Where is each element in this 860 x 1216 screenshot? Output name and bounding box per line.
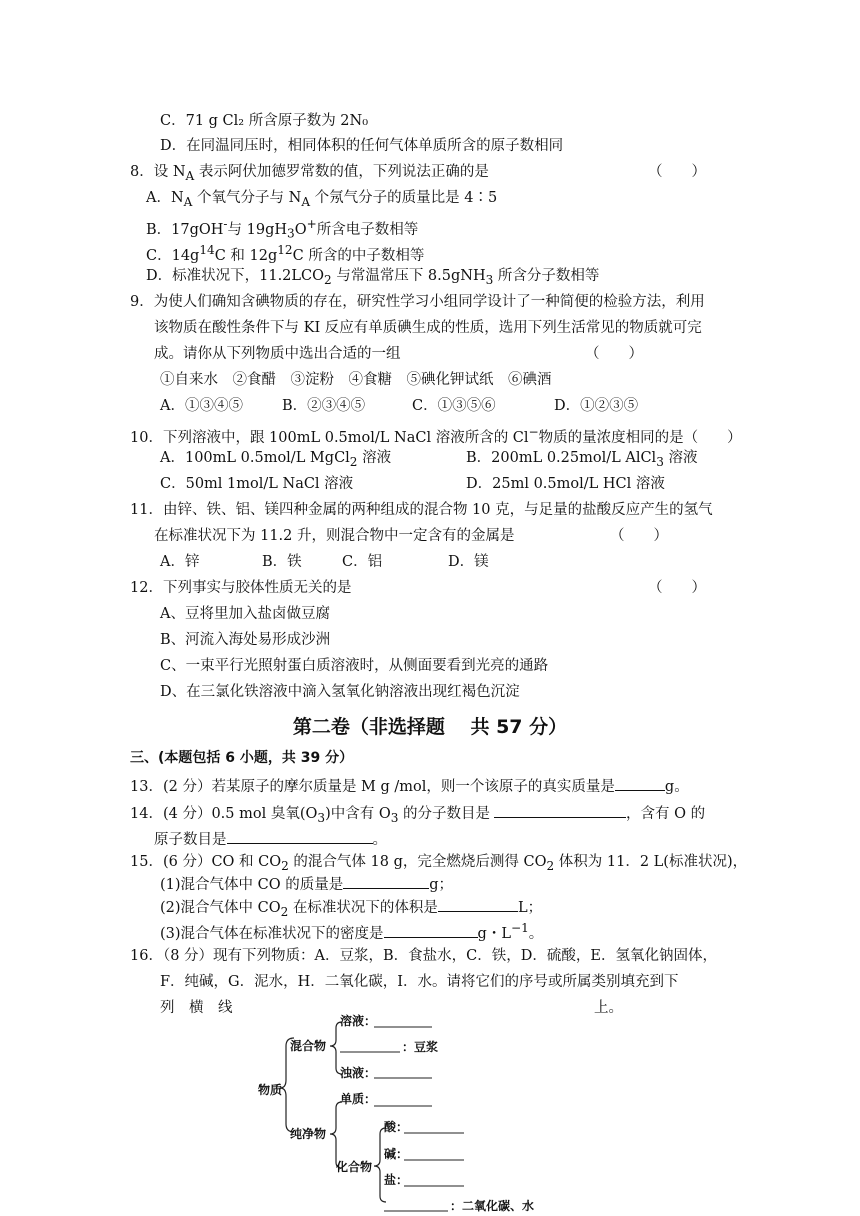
q15-part-3-label: (3)混合气体在标准状况下的密度是	[160, 925, 384, 942]
q11-option-a: A．锌	[160, 554, 200, 570]
classification-diagram	[250, 1010, 550, 1216]
q11-line-1: 11．由锌、铁、铝、镁四种金属的两种组成的混合物 10 克，与足量的盐酸反应产生的氢气	[130, 502, 713, 518]
q11-line-2: 在标准状况下为 11.2 升，则混合物中一定含有的金属是	[154, 528, 515, 544]
q15-part-3-unit: g・$L^{-1}$。	[477, 921, 544, 942]
q14-line-2	[154, 829, 387, 849]
q11-option-c: C．铝	[342, 554, 383, 570]
q7-option-d: D．在同温同压时，相同体积的任何气体单质所含的原子数相同	[160, 138, 564, 154]
q12-option-c: C、一束平行光照射蛋白质溶液时，从侧面要看到光亮的通路	[160, 658, 549, 674]
q11-option-d: D．镁	[448, 554, 489, 570]
q9-option-d: D．①②③⑤	[554, 398, 639, 414]
q12-option-b: B、河流入海处易形成沙洲	[160, 632, 331, 648]
q11-option-b: B．铁	[262, 554, 302, 570]
q13-unit: g。	[664, 779, 689, 795]
q10-option-a: A．100mL 0.5mol/L MgCl$_2$ 溶液	[160, 450, 392, 469]
compound-brace	[374, 1128, 386, 1202]
q15-part-1-label: (1)混合气体中 CO 的质量是	[160, 877, 344, 893]
q13-blank[interactable]	[615, 776, 665, 791]
tree-base-label: 碱：	[384, 1147, 409, 1161]
q10-option-c: C．50ml 1mol/L NaCl 溶液	[160, 476, 354, 492]
q9-option-b: B．②③④⑤	[282, 398, 366, 414]
q12-stem: 12．下列事实与胶体性质无关的是	[130, 580, 352, 596]
q16-line-1: 16．（8 分）现有下列物质：A．豆浆，B．食盐水，C．铁，D．硫酸，E．氢氧化钠固体，	[130, 948, 717, 964]
tree-pure-label: 纯净物	[290, 1127, 327, 1141]
q14-blank-1[interactable]	[494, 803, 626, 818]
q8-option-d: D．标准状况下，$11.2LCO_2$ 与常温常压下 8.5gNH$_3$ 所含分子数相等	[146, 268, 600, 287]
q9-line-1: 9．为使人们确知含碘物质的存在，研究性学习小组同学设计了一种简便的检验方法，利用	[130, 294, 705, 310]
q15-blank-1[interactable]	[343, 874, 429, 889]
q16-line-3a: 列 横 线	[160, 1000, 233, 1016]
q9-line-3: 成。请你从下列物质中选出合适的一组	[154, 346, 401, 362]
tree-acid-label: 酸：	[384, 1120, 409, 1134]
q8-option-a: A．$N_A$ 个氧气分子与 $N_A$ 个氖气分子的质量比是 4∶5	[146, 190, 498, 209]
q14-stem-2: ，含有 O 的	[626, 806, 706, 822]
q7-option-c: C．71 g Cl₂ 所含原子数为 2N₀	[160, 113, 369, 129]
q16-line-3b: 上。	[594, 1000, 623, 1016]
q14-blank-2[interactable]	[227, 829, 373, 844]
q8-option-c: C．$14g^{14}C$ 和 $12g^{12}C$ 所含的中子数相等	[146, 243, 425, 264]
q8-option-b: B．17gOH-与 $19gH_3O^+$所含电子数相等	[146, 217, 419, 241]
q12-answer-paren: （ ）	[648, 580, 706, 596]
q14-line-2-label: 原子数目是	[154, 832, 227, 848]
q13-text	[130, 776, 689, 796]
q9-option-c: C．①③⑤⑥	[412, 398, 496, 414]
q15-stem: 15．(6 分）CO 和 $CO_2$ 的混合气体 18 g，完全燃烧后测得 $CO_2$ 体积为 11．2 L(标准状况)，	[130, 854, 748, 873]
q9-option-a: A．①③④⑤	[160, 398, 243, 414]
q14-line-1	[130, 803, 705, 827]
tree-mixture-label: 混合物	[290, 1039, 327, 1053]
q9-answer-paren: （ ）	[585, 346, 643, 362]
q16-line-2: F．纯碱，G．泥水，H．二氧化碳，I．水。请将它们的序号或所属类别填充到下	[160, 974, 679, 990]
q10-option-b: B．200mL 0.25mol/L AlCl$_3$ 溶液	[466, 450, 698, 469]
part-three-heading: 三、(本题包括 6 小题，共 39 分）	[130, 750, 354, 766]
tree-compound-label: 化合物	[336, 1160, 373, 1174]
q15-blank-2[interactable]	[438, 897, 518, 912]
q15-part-3	[160, 919, 543, 943]
q8-stem: 8．设 $N_A$ 表示阿伏加德罗常数的值，下列说法正确的是	[130, 164, 489, 183]
tree-oxide-label: ：二氧化碳、水	[450, 1199, 535, 1213]
q10-option-d: D．25ml 0.5mol/L HCl 溶液	[466, 476, 665, 492]
tree-solution-label: 溶液：	[340, 1014, 377, 1028]
q15-part-2-unit: L；	[517, 900, 543, 916]
section-title: 第二卷（非选择题 共 57 分）	[292, 716, 568, 738]
q8-answer-paren: （ ）	[648, 164, 706, 180]
q12-option-d: D、在三氯化铁溶液中滴入氢氧化钠溶液出现红褐色沉淀	[160, 684, 520, 700]
q15-part-2	[160, 897, 542, 921]
tree-salt-label: 盐：	[384, 1173, 409, 1187]
q14-stem: 14．(4 分）0.5 mol 臭氧$(O_3)$中含有 $O_3$ 的分子数目是	[130, 806, 491, 825]
q10-stem: 10．下列溶液中，跟 100mL 0.5mol/L NaCl 溶液所含的 Cl−物质的量浓度相同的是（ ）	[130, 425, 742, 446]
q12-option-a: A、豆将里加入盐卤做豆腐	[160, 606, 330, 622]
q9-line-2: 该物质在酸性条件下与 KI 反应有单质碘生成的性质，选用下列生活常见的物质就可完	[154, 320, 702, 336]
tree-turbid-label: 浊液：	[340, 1066, 377, 1080]
q15-part-1-unit: g；	[429, 877, 454, 893]
tree-root-label: 物质	[258, 1083, 283, 1097]
q15-part-2-label: (2)混合气体中 $CO_2$ 在标准状况下的体积是	[160, 900, 438, 919]
q11-answer-paren: （ ）	[610, 528, 668, 544]
tree-element-label: 单质：	[340, 1092, 377, 1106]
tree-colloid-label: ：豆浆	[402, 1040, 439, 1054]
q9-items: ①自来水 ②食醋 ③淀粉 ④食糖 ⑤碘化钾试纸 ⑥碘酒	[160, 372, 552, 388]
q14-end: 。	[372, 832, 387, 848]
q13-stem: 13．(2 分）若某原子的摩尔质量是 M g /mol，则一个该原子的真实质量是	[130, 779, 615, 795]
pure-brace	[330, 1102, 342, 1168]
q15-part-1	[160, 874, 453, 894]
q15-blank-3[interactable]	[384, 923, 478, 938]
